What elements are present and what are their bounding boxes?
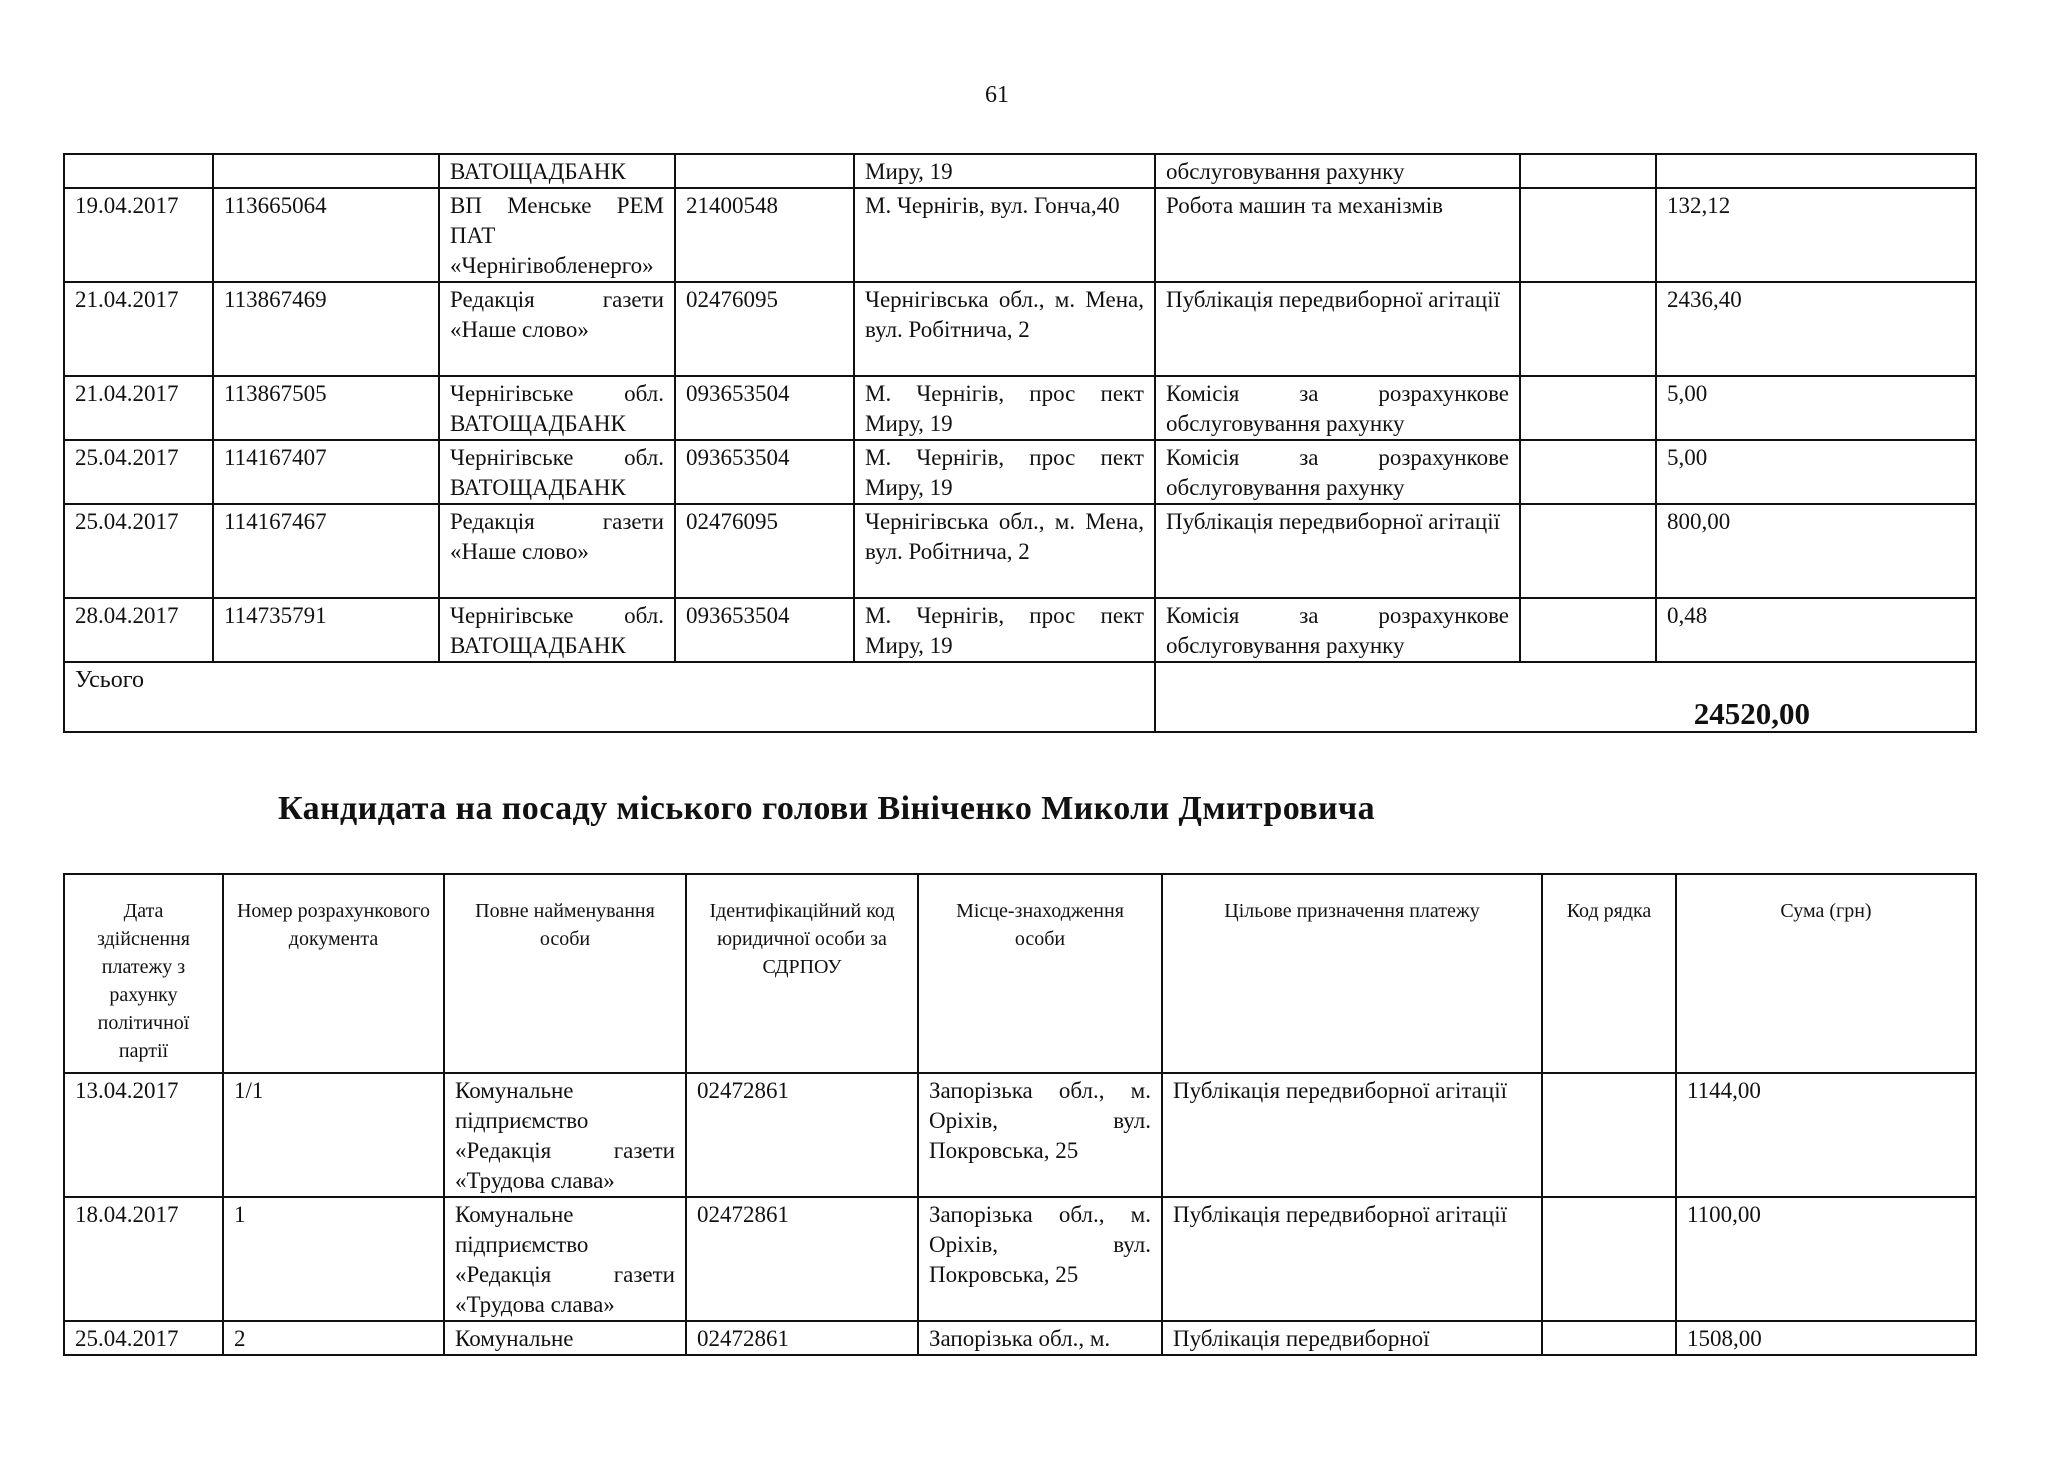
total-row xyxy=(64,662,1976,732)
purpose-cell: Публікація передвиборної агітації xyxy=(1155,504,1520,598)
doc-number-cell: 113665064 xyxy=(213,188,439,282)
amount-cell: 0,48 xyxy=(1656,598,1976,662)
amount-cell: 2436,40 xyxy=(1656,282,1976,376)
row-code-cell xyxy=(1520,154,1656,188)
code-cell xyxy=(675,154,854,188)
date-cell: 25.04.2017 xyxy=(64,1321,223,1355)
amount-cell: 800,00 xyxy=(1656,504,1976,598)
name-cell: ВП Менське РЕМ ПАТ «Чернігівобленерго» xyxy=(439,188,675,282)
header-purpose: Цільове призначення платежу xyxy=(1162,874,1542,1073)
doc-number-cell: 113867505 xyxy=(213,376,439,440)
amount-cell: 5,00 xyxy=(1656,376,1976,440)
purpose-cell: Робота машин та механізмів xyxy=(1155,188,1520,282)
amount-cell: 1508,00 xyxy=(1676,1321,1976,1355)
table-row xyxy=(64,282,1976,376)
doc-number-cell: 114735791 xyxy=(213,598,439,662)
table-header-row xyxy=(64,874,1976,1073)
purpose-cell: обслуговування рахунку xyxy=(1155,154,1520,188)
doc-number-cell: 114167467 xyxy=(213,504,439,598)
code-cell: 093653504 xyxy=(675,598,854,662)
row-code-cell xyxy=(1520,440,1656,504)
address-cell: М. Чернігів, прос пект Миру, 19 xyxy=(854,598,1155,662)
doc-number-cell xyxy=(213,154,439,188)
name-cell: Редакція газети «Наше слово» xyxy=(439,504,675,598)
section-title: Кандидата на посаду міського голови Вініченко Миколи Дмитровича xyxy=(278,790,1375,827)
address-cell: Чернігівська обл., м. Мена, вул. Робітнича, 2 xyxy=(854,282,1155,376)
code-cell: 02472861 xyxy=(686,1321,918,1355)
doc-number-cell: 1/1 xyxy=(223,1073,444,1197)
purpose-cell: Комісія за розрахункове обслуговування рахунку xyxy=(1155,376,1520,440)
row-code-cell xyxy=(1520,376,1656,440)
purpose-cell: Публікація передвиборної агітації xyxy=(1162,1073,1542,1197)
address-cell: М. Чернігів, прос пект Миру, 19 xyxy=(854,376,1155,440)
name-cell: Комунальне підприємство «Редакція газети «Трудова слава» xyxy=(444,1073,686,1197)
purpose-cell: Комісія за розрахункове обслуговування рахунку xyxy=(1155,440,1520,504)
header-amount: Сума (грн) xyxy=(1676,874,1976,1073)
page-number: 61 xyxy=(985,82,1009,108)
table-row xyxy=(64,1073,1976,1197)
date-cell: 19.04.2017 xyxy=(64,188,213,282)
purpose-cell: Публікація передвиборної xyxy=(1162,1321,1542,1355)
header-date: Дата здійснення платежу з рахунку політичної партії xyxy=(64,874,223,1073)
name-cell: Комунальне підприємство «Редакція газети «Трудова слава» xyxy=(444,1197,686,1321)
table-row xyxy=(64,1321,1976,1355)
header-name: Повне найменування особи xyxy=(444,874,686,1073)
expenses-table-2 xyxy=(63,873,1977,1356)
code-cell: 093653504 xyxy=(675,440,854,504)
address-cell: Запорізька обл., м. xyxy=(918,1321,1162,1355)
doc-number-cell: 2 xyxy=(223,1321,444,1355)
address-cell: Запорізька обл., м. Оріхів, вул. Покровська, 25 xyxy=(918,1073,1162,1197)
row-code-cell xyxy=(1520,504,1656,598)
table-row xyxy=(64,504,1976,598)
doc-number-cell: 1 xyxy=(223,1197,444,1321)
total-label: Усього xyxy=(64,662,1155,732)
header-doc: Номер розрахункового документа xyxy=(223,874,444,1073)
name-cell: ВАТОЩАДБАНК xyxy=(439,154,675,188)
doc-number-cell: 113867469 xyxy=(213,282,439,376)
date-cell: 13.04.2017 xyxy=(64,1073,223,1197)
doc-number-cell: 114167407 xyxy=(213,440,439,504)
date-cell: 25.04.2017 xyxy=(64,504,213,598)
code-cell: 02472861 xyxy=(686,1197,918,1321)
row-code-cell xyxy=(1542,1321,1676,1355)
address-cell: М. Чернігів, прос пект Миру, 19 xyxy=(854,440,1155,504)
date-cell: 21.04.2017 xyxy=(64,282,213,376)
row-code-cell xyxy=(1542,1197,1676,1321)
row-code-cell xyxy=(1520,282,1656,376)
table-row xyxy=(64,1197,1976,1321)
code-cell: 21400548 xyxy=(675,188,854,282)
name-cell: Комунальне xyxy=(444,1321,686,1355)
code-cell: 02476095 xyxy=(675,282,854,376)
date-cell xyxy=(64,154,213,188)
address-cell: Миру, 19 xyxy=(854,154,1155,188)
header-code: Ідентифікаційний код юридичної особи за СДРПОУ xyxy=(686,874,918,1073)
header-address: Місце-знаходження особи xyxy=(918,874,1162,1073)
row-code-cell xyxy=(1520,598,1656,662)
address-cell: Чернігівська обл., м. Мена, вул. Робітнича, 2 xyxy=(854,504,1155,598)
name-cell: Чернігівське обл. ВАТОЩАДБАНК xyxy=(439,376,675,440)
purpose-cell: Публікація передвиборної агітації xyxy=(1162,1197,1542,1321)
amount-cell: 132,12 xyxy=(1656,188,1976,282)
purpose-cell: Публікація передвиборної агітації xyxy=(1155,282,1520,376)
code-cell: 093653504 xyxy=(675,376,854,440)
table-row xyxy=(64,154,1976,188)
code-cell: 02476095 xyxy=(675,504,854,598)
name-cell: Чернігівське обл. ВАТОЩАДБАНК xyxy=(439,598,675,662)
table-row xyxy=(64,376,1976,440)
total-value: 24520,00 xyxy=(1155,662,1976,732)
amount-cell: 1100,00 xyxy=(1676,1197,1976,1321)
amount-cell xyxy=(1656,154,1976,188)
table-row xyxy=(64,440,1976,504)
table1-body xyxy=(64,154,1976,732)
row-code-cell xyxy=(1520,188,1656,282)
expenses-table-1 xyxy=(63,153,1977,733)
purpose-cell: Комісія за розрахункове обслуговування рахунку xyxy=(1155,598,1520,662)
date-cell: 21.04.2017 xyxy=(64,376,213,440)
amount-cell: 1144,00 xyxy=(1676,1073,1976,1197)
date-cell: 25.04.2017 xyxy=(64,440,213,504)
code-cell: 02472861 xyxy=(686,1073,918,1197)
amount-cell: 5,00 xyxy=(1656,440,1976,504)
table-row xyxy=(64,598,1976,662)
table-row xyxy=(64,188,1976,282)
table2-body xyxy=(64,874,1976,1355)
name-cell: Чернігівське обл. ВАТОЩАДБАНК xyxy=(439,440,675,504)
name-cell: Редакція газети «Наше слово» xyxy=(439,282,675,376)
address-cell: Запорізька обл., м. Оріхів, вул. Покровська, 25 xyxy=(918,1197,1162,1321)
date-cell: 28.04.2017 xyxy=(64,598,213,662)
date-cell: 18.04.2017 xyxy=(64,1197,223,1321)
address-cell: М. Чернігів, вул. Гонча,40 xyxy=(854,188,1155,282)
header-row-code: Код рядка xyxy=(1542,874,1676,1073)
row-code-cell xyxy=(1542,1073,1676,1197)
